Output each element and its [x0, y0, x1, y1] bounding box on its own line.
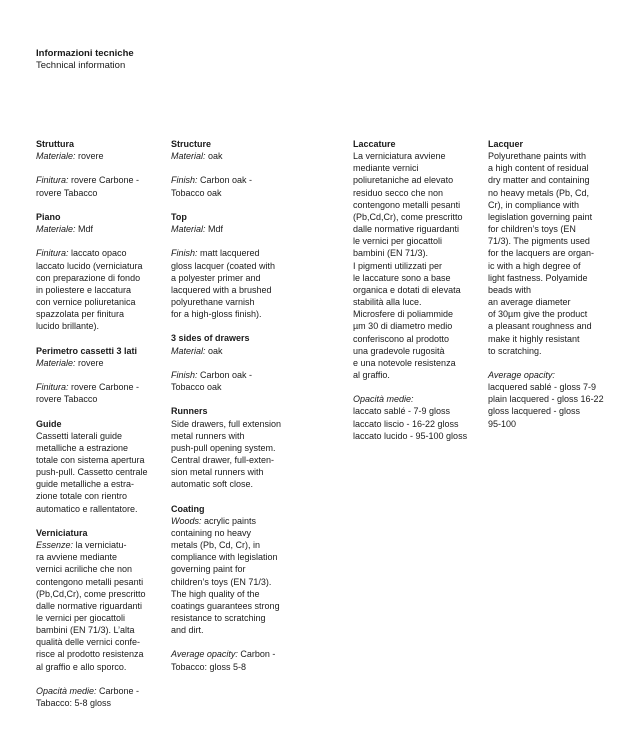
section	[36, 418, 160, 515]
text-line	[171, 308, 293, 320]
field-text: gloss lacquer (coated with	[171, 260, 276, 271]
section	[353, 138, 475, 442]
spacer	[36, 369, 160, 381]
text-line	[171, 588, 293, 600]
column-english-2	[488, 138, 608, 442]
field-label: Essenze:	[36, 540, 74, 551]
text-line	[353, 162, 475, 174]
field-label: Material:	[171, 345, 206, 356]
text-line	[171, 418, 293, 430]
text-line	[36, 272, 160, 284]
field-text: plain lacquered - gloss 16-22	[488, 394, 604, 405]
spacer	[171, 636, 293, 648]
field-label: Average opacity:	[488, 369, 555, 380]
text-line	[171, 661, 293, 673]
text-line	[36, 624, 160, 636]
field-text: 95-100	[488, 418, 517, 429]
field-text: of 30µm give the product	[488, 309, 588, 320]
text-line	[171, 247, 293, 259]
text-line	[36, 357, 160, 369]
field-text: risce al prodotto resistenza	[36, 649, 144, 660]
document-header	[36, 48, 134, 72]
text-line	[36, 247, 160, 259]
text-line	[171, 284, 293, 296]
text-line	[488, 223, 608, 235]
field-text: una gradevole rugosità	[353, 345, 445, 356]
text-line	[353, 272, 475, 284]
field-text: laccato lucido (verniciatura	[36, 260, 143, 271]
field-text: Carbone -	[96, 685, 140, 696]
field-text: rovere Carbone -	[68, 382, 140, 393]
field-text: lacquered with a brushed	[171, 284, 272, 295]
field-text: sion metal runners with	[171, 467, 264, 478]
field-text: ra avviene mediante	[36, 552, 118, 563]
field-text: mediante vernici	[353, 163, 419, 174]
text-line	[171, 345, 293, 357]
field-text: Tobacco oak	[171, 382, 222, 393]
field-text: dry matter and containing	[488, 175, 590, 186]
spacer	[171, 235, 293, 247]
field-text: La verniciatura avviene	[353, 151, 446, 162]
spacer	[488, 357, 608, 369]
text-line	[488, 272, 608, 284]
field-text: push-pull opening system.	[171, 442, 276, 453]
text-line	[171, 648, 293, 660]
text-line	[36, 296, 160, 308]
section-heading: Piano	[36, 211, 61, 222]
text-line	[353, 199, 475, 211]
spacer	[171, 162, 293, 174]
field-text: laccato sablé - 7-9 gloss	[353, 406, 451, 417]
text-line	[36, 588, 160, 600]
text-line	[171, 150, 293, 162]
text-line	[36, 466, 160, 478]
section-heading: Structure	[171, 139, 212, 149]
text-line	[488, 345, 608, 357]
text-line	[36, 381, 160, 393]
text-line	[36, 284, 160, 296]
text-line	[36, 260, 160, 272]
text-line	[353, 345, 475, 357]
field-label: Materiale:	[36, 151, 76, 162]
field-label: Finish:	[171, 248, 198, 259]
field-label: Opacità medie:	[353, 394, 414, 405]
text-line	[171, 223, 293, 235]
field-text: Polyurethane paints with	[488, 151, 587, 162]
text-line	[488, 260, 608, 272]
field-label: Woods:	[171, 515, 202, 526]
field-text: 71/3). The pigments used	[488, 236, 590, 247]
field-text: compliance with legislation	[171, 552, 278, 563]
field-text: Tobacco oak	[171, 187, 222, 198]
field-text: rovere Tabacco	[36, 187, 98, 198]
text-line	[171, 381, 293, 393]
section-heading: Perimetro cassetti 3 lati	[36, 345, 138, 356]
field-text: la verniciatu-	[73, 540, 127, 551]
text-line	[171, 272, 293, 284]
field-text: bambini (EN 71/3). L’alta	[36, 625, 135, 636]
field-text: a high content of residual	[488, 163, 589, 174]
section-heading: Runners	[171, 406, 208, 417]
section	[36, 138, 160, 199]
text-line	[36, 612, 160, 624]
text-line	[488, 320, 608, 332]
text-line	[488, 333, 608, 345]
field-text: I pigmenti utilizzati per	[353, 260, 443, 271]
field-text: (Pb,Cd,Cr), come prescritto	[36, 588, 146, 599]
field-text: for the lacquers are organ-	[488, 248, 595, 259]
field-text: Cassetti laterali guide	[36, 430, 123, 441]
text-line	[488, 393, 608, 405]
field-text: governing paint for	[171, 564, 246, 575]
text-line	[488, 187, 608, 199]
field-text: ic with a high degree of	[488, 260, 581, 271]
section	[36, 527, 160, 709]
field-text: rovere	[75, 357, 104, 368]
field-text: for children’s toys (EN	[488, 224, 576, 235]
field-text: conferiscono al prodotto	[353, 333, 450, 344]
field-text: Tabacco: 5-8 gloss	[36, 698, 112, 709]
column-english-1	[171, 138, 293, 685]
spacer	[171, 357, 293, 369]
field-text: and dirt.	[171, 625, 204, 636]
text-line	[488, 418, 608, 430]
text-line	[353, 247, 475, 259]
field-text: dalle normative riguardanti	[353, 224, 460, 235]
field-text: Side drawers, full extension	[171, 418, 282, 429]
section	[171, 211, 293, 320]
field-text: Tobacco: gloss 5-8	[171, 661, 247, 672]
text-line	[353, 405, 475, 417]
field-text: push-pull. Cassetto centrale	[36, 467, 148, 478]
field-text: containing no heavy	[171, 527, 252, 538]
text-line	[488, 174, 608, 186]
section	[171, 503, 293, 673]
text-line	[36, 636, 160, 648]
field-text: spazzolata per finitura	[36, 309, 125, 320]
spacer	[36, 235, 160, 247]
text-line	[36, 478, 160, 490]
text-line	[36, 393, 160, 405]
text-line	[36, 174, 160, 186]
field-text: Mdf	[205, 224, 224, 235]
title-italian: Informazioni tecniche	[36, 48, 134, 59]
text-line	[171, 478, 293, 490]
field-text: a pleasant roughness and	[488, 321, 592, 332]
section-heading: Struttura	[36, 139, 74, 149]
text-line	[36, 442, 160, 454]
text-line	[36, 539, 160, 551]
field-text: guide metalliche a estra-	[36, 479, 135, 490]
text-line	[488, 199, 608, 211]
field-text: Mdf	[75, 224, 94, 235]
field-text: a polyester primer and	[171, 272, 261, 283]
field-text: zione totale con rientro	[36, 491, 128, 502]
text-line	[488, 381, 608, 393]
field-text: resistance to scratching	[171, 612, 266, 623]
text-line	[353, 223, 475, 235]
section-heading: Top	[171, 211, 187, 222]
field-text: contengono metalli pesanti	[353, 199, 461, 210]
field-text: matt lacquered	[197, 248, 260, 259]
text-line	[353, 369, 475, 381]
text-line	[36, 551, 160, 563]
field-text: legislation governing paint	[488, 211, 593, 222]
field-text: µm 30 di diametro medio	[353, 321, 453, 332]
section-heading: Guide	[36, 418, 62, 429]
section-heading: Laccature	[353, 139, 396, 149]
text-line	[488, 150, 608, 162]
text-line	[36, 454, 160, 466]
text-line	[171, 442, 293, 454]
field-text: con preparazione di fondo	[36, 272, 141, 283]
text-line	[353, 260, 475, 272]
field-text: for a high-gloss finish).	[171, 309, 262, 320]
field-text: (Pb,Cd,Cr), come prescritto	[353, 211, 463, 222]
text-line	[171, 551, 293, 563]
text-line	[171, 296, 293, 308]
field-text: residuo secco che non	[353, 187, 444, 198]
text-line	[171, 187, 293, 199]
field-text: contengono metalli pesanti	[36, 576, 144, 587]
field-text: Cr), in compliance with	[488, 199, 580, 210]
text-line	[353, 320, 475, 332]
field-text: coatings guarantees strong	[171, 600, 280, 611]
field-text: oak	[205, 151, 223, 162]
field-text: rovere Carbone -	[68, 175, 140, 186]
field-text: Central drawer, full-exten-	[171, 454, 275, 465]
text-line	[171, 430, 293, 442]
text-line	[353, 357, 475, 369]
text-line	[36, 697, 160, 709]
field-text: poliuretaniche ad elevato	[353, 175, 454, 186]
field-text: oak	[205, 345, 223, 356]
field-text: con vernice poliuretanica	[36, 296, 136, 307]
section	[171, 332, 293, 393]
section	[488, 138, 608, 430]
field-text: e una notevole resistenza	[353, 357, 456, 368]
section-heading: Coating	[171, 503, 205, 514]
field-text: le laccature sono a base	[353, 272, 451, 283]
text-line	[36, 187, 160, 199]
field-text: automatic soft close.	[171, 479, 254, 490]
field-text: lucido brillante).	[36, 321, 100, 332]
field-label: Finitura:	[36, 248, 69, 259]
field-text: rovere	[75, 151, 104, 162]
text-line	[171, 369, 293, 381]
spacer	[36, 673, 160, 685]
text-line	[36, 600, 160, 612]
text-line	[353, 430, 475, 442]
field-text: gloss lacquered - gloss	[488, 406, 581, 417]
text-line	[36, 150, 160, 162]
field-text: beads with	[488, 284, 532, 295]
text-line	[36, 576, 160, 588]
text-line	[171, 576, 293, 588]
field-label: Material:	[171, 224, 206, 235]
column-italian-2	[353, 138, 475, 454]
field-text: metals (Pb, Cd, Cr), in	[171, 540, 261, 551]
text-line	[353, 187, 475, 199]
text-line	[171, 612, 293, 624]
field-label: Material:	[171, 151, 206, 162]
section	[171, 138, 293, 199]
text-line	[488, 308, 608, 320]
field-text: Microsfere di poliammide	[353, 309, 454, 320]
text-line	[353, 150, 475, 162]
text-line	[353, 235, 475, 247]
text-line	[36, 503, 160, 515]
field-text: lacquered sablé - gloss 7-9	[488, 382, 597, 393]
text-line	[488, 405, 608, 417]
section	[171, 405, 293, 490]
text-line	[36, 308, 160, 320]
field-text: metal runners with	[171, 430, 245, 441]
text-line	[36, 490, 160, 502]
text-line	[488, 369, 608, 381]
text-line	[488, 296, 608, 308]
text-line	[36, 648, 160, 660]
text-line	[171, 624, 293, 636]
text-line	[353, 333, 475, 345]
field-text: The high quality of the	[171, 588, 260, 599]
field-text: light fastness. Polyamide	[488, 272, 588, 283]
title-english: Technical information	[36, 60, 126, 72]
field-text: totale con sistema apertura	[36, 454, 145, 465]
text-line	[36, 430, 160, 442]
section	[36, 211, 160, 333]
field-text: metalliche a estrazione	[36, 442, 129, 453]
text-line	[353, 211, 475, 223]
field-text: al graffio.	[353, 369, 390, 380]
field-text: laccato opaco	[68, 248, 127, 259]
text-line	[353, 393, 475, 405]
field-text: Carbon oak -	[197, 369, 253, 380]
field-text: le vernici per giocattoli	[353, 236, 443, 247]
field-label: Finish:	[171, 369, 198, 380]
field-text: Carbon oak -	[197, 175, 253, 186]
text-line	[36, 320, 160, 332]
text-line	[171, 539, 293, 551]
field-text: qualità delle vernici confe-	[36, 637, 141, 648]
field-text: an average diameter	[488, 297, 571, 308]
text-line	[171, 454, 293, 466]
field-label: Materiale:	[36, 357, 76, 368]
text-line	[171, 563, 293, 575]
field-label: Average opacity:	[171, 649, 238, 660]
spacer	[353, 381, 475, 393]
field-text: stabilità alla luce.	[353, 297, 422, 308]
text-line	[353, 174, 475, 186]
section-heading: Verniciatura	[36, 527, 88, 538]
text-line	[171, 600, 293, 612]
text-line	[488, 284, 608, 296]
section-heading: Lacquer	[488, 139, 524, 149]
field-text: al graffio e allo sporco.	[36, 661, 127, 672]
field-text: dalle normative riguardanti	[36, 600, 143, 611]
text-line	[488, 162, 608, 174]
field-text: polyurethane varnish	[171, 296, 255, 307]
text-line	[36, 661, 160, 673]
text-line	[36, 685, 160, 697]
field-label: Finish:	[171, 175, 198, 186]
text-line	[171, 466, 293, 478]
field-text: Carbon -	[237, 649, 276, 660]
text-line	[171, 527, 293, 539]
section-heading: 3 sides of drawers	[171, 333, 250, 344]
field-label: Materiale:	[36, 224, 76, 235]
text-line	[171, 515, 293, 527]
field-text: laccato lucido - 95-100 gloss	[353, 430, 468, 441]
field-text: children’s toys (EN 71/3).	[171, 576, 272, 587]
field-text: no heavy metals (Pb, Cd,	[488, 187, 590, 198]
field-text: to scratching.	[488, 345, 542, 356]
text-line	[36, 223, 160, 235]
text-line	[353, 284, 475, 296]
field-label: Finitura:	[36, 382, 69, 393]
field-label: Opacità medie:	[36, 685, 97, 696]
text-line	[353, 296, 475, 308]
text-line	[171, 260, 293, 272]
text-line	[488, 235, 608, 247]
text-line	[36, 563, 160, 575]
column-italian-1	[36, 138, 160, 721]
text-line	[353, 418, 475, 430]
field-text: organica e dotati di elevata	[353, 284, 461, 295]
field-label: Finitura:	[36, 175, 69, 186]
field-text: rovere Tabacco	[36, 394, 98, 405]
text-line	[353, 308, 475, 320]
field-text: automatico e rallentatore.	[36, 503, 138, 514]
text-line	[488, 211, 608, 223]
text-line	[171, 174, 293, 186]
section	[36, 345, 160, 406]
spacer	[36, 162, 160, 174]
field-text: le vernici per giocattoli	[36, 612, 126, 623]
field-text: in poliestere e laccatura	[36, 284, 132, 295]
field-text: make it highly resistant	[488, 333, 580, 344]
field-text: laccato liscio - 16-22 gloss	[353, 418, 459, 429]
field-text: bambini (EN 71/3).	[353, 248, 429, 259]
field-text: acrylic paints	[201, 515, 257, 526]
text-line	[488, 247, 608, 259]
field-text: vernici acriliche che non	[36, 564, 133, 575]
